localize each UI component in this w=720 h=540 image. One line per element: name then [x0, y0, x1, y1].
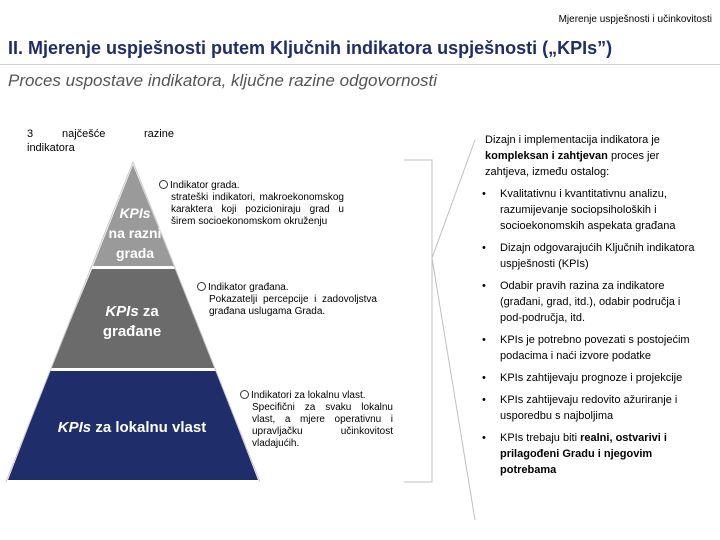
list-item: • Dizajn odgovarajućih Ključnih indikatora uspješnosti (KPIs): [470, 240, 695, 272]
level-description-citizens: [197, 282, 377, 318]
level-description-body: Pokazatelji percepcije i zadovoljstva građana uslugama Grada.: [209, 294, 377, 317]
list-item: • Odabir pravih razina za indikatore (građani, grad, itd.), odabir područja i pod-područja, itd.: [470, 278, 695, 326]
level-description-body: strateški indikatori, makroekonomskog karaktera koji pozicioniraju grad u širem socioekonomskom okruženju: [171, 192, 344, 227]
list-item: • Kvalitativnu i kvantitativnu analizu, razumijevanje sociopsiholoških i socioekonomskih aspekata građana: [470, 186, 695, 234]
pyramid-middle-label: KPIs za građane: [102, 303, 162, 340]
circle-bullet-icon: [159, 180, 168, 189]
circle-bullet-icon: [240, 390, 249, 399]
list-item: • KPIs je potrebno povezati s postojećim podacima i naći izvore podatke: [470, 332, 695, 364]
requirements-list: [470, 186, 715, 478]
header-topic: Mjerenje uspješnosti i učinkovitosti: [558, 14, 712, 25]
pyramid-bottom-label: KPIs za lokalnu vlast: [57, 419, 207, 436]
list-item: • KPIs zahtijevaju prognoze i projekcije: [470, 370, 695, 386]
level-description-head: Indikatori za lokalnu vlast.: [251, 390, 366, 401]
list-item: • KPIs zahtijevaju redovito ažuriranje i usporedbu s najboljima: [470, 392, 695, 424]
level-description-city: [159, 180, 344, 228]
pyramid-top-label: KPIs na razni grada: [108, 205, 162, 261]
levels-heading-word-2: najčešće: [62, 128, 106, 140]
circle-bullet-icon: [197, 282, 206, 291]
page-subtitle: Proces uspostave indikatora, ključne razine odgovornosti: [8, 71, 438, 90]
bracket-pointer-bottom: [432, 258, 475, 520]
level-description-body: Specifični za svaku lokalnu vlast, a mjere operativnu i upravljačku učinkovitost vladajućih.: [252, 402, 393, 449]
list-item: • KPIs trebaju biti realni, ostvarivi i prilagođeni Gradu i njegovim potrebama: [470, 430, 695, 478]
bracket-connector: [404, 160, 432, 482]
level-description-head: Indikator grada.: [170, 180, 240, 191]
requirements-panel: [470, 132, 715, 484]
requirements-intro: Dizajn i implementacija indikatora je kompleksan i zahtjevan proces jer zahtjeva, između ostalog:: [485, 134, 660, 178]
levels-heading-word-3: razine: [144, 128, 174, 140]
levels-heading-number: 3: [27, 128, 34, 140]
levels-heading-word-4: indikatora: [27, 142, 75, 154]
level-description-head: Indikator građana.: [208, 282, 289, 293]
level-description-local-government: [240, 390, 393, 450]
page-title: II. Mjerenje uspješnosti putem Ključnih indikatora uspješnosti („KPIs”): [8, 38, 613, 58]
bracket-pointer-top: [432, 140, 475, 258]
